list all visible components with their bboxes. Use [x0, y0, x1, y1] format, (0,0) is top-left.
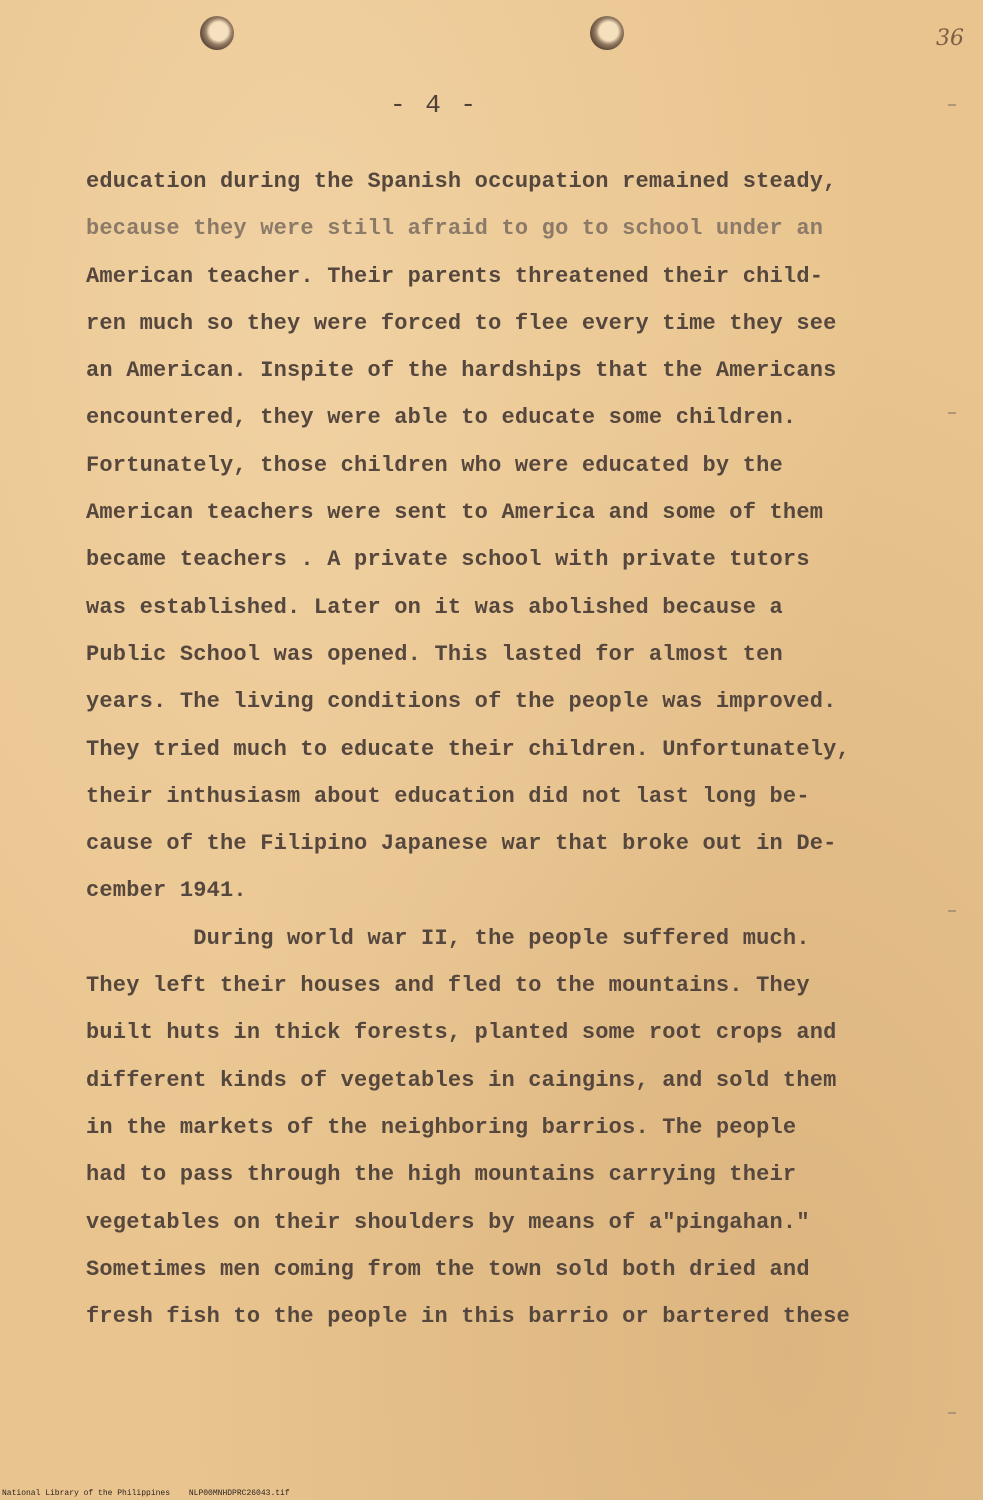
text-line: Public School was opened. This lasted for almost ten — [86, 641, 783, 667]
text-line: fresh fish to the people in this barrio or bartered these — [86, 1304, 850, 1330]
text-line: different kinds of vegetables in caingins, and sold them — [86, 1067, 837, 1093]
edge-mark — [948, 104, 956, 106]
edge-mark — [948, 1412, 956, 1414]
text-line: cause of the Filipino Japanese war that broke out in De- — [86, 831, 837, 857]
text-line: ren much so they were forced to flee every time they see — [86, 310, 837, 336]
file-name: NLP00MNHDPRC26043.tif — [188, 1489, 290, 1498]
text-line: encountered, they were able to educate some children. — [86, 405, 797, 431]
text-line: in the markets of the neighboring barrios. The people — [86, 1114, 797, 1140]
text-line: because they were still afraid to go to school under an — [86, 216, 824, 242]
text-line: years. The living conditions of the people was improved. — [86, 689, 837, 715]
text-line: They tried much to educate their children. Unfortunately, — [86, 736, 850, 762]
text-line: American teachers were sent to America and some of them — [86, 500, 824, 526]
edge-mark — [948, 412, 956, 414]
punch-hole-left — [200, 16, 234, 50]
text-line: cember 1941. — [86, 878, 247, 904]
text-line: became teachers . A private school with private tutors — [86, 547, 810, 573]
text-line: had to pass through the high mountains carrying their — [86, 1162, 797, 1188]
text-line: Fortunately, those children who were educated by the — [86, 452, 783, 478]
text-line: an American. Inspite of the hardships that the Americans — [86, 358, 837, 384]
text-line: American teacher. Their parents threatened their child- — [86, 263, 824, 289]
archive-number: 36 — [936, 26, 964, 51]
edge-mark — [948, 910, 956, 912]
page-number: - 4 - — [390, 90, 479, 120]
text-line: education during the Spanish occupation remained steady, — [86, 169, 837, 194]
text-line: their inthusiasm about education did not last long be- — [86, 783, 810, 809]
text-line: built huts in thick forests, planted some root crops and — [86, 1020, 837, 1046]
punch-hole-right — [590, 16, 624, 50]
text-line: Sometimes men coming from the town sold both dried and — [86, 1256, 810, 1282]
body-text — [86, 158, 916, 1340]
library-credit: National Library of the Philippines — [2, 1489, 171, 1498]
text-line: During world war II, the people suffered much. — [86, 925, 810, 951]
scan-footer — [2, 1489, 304, 1498]
text-line: was established. Later on it was abolished because a — [86, 594, 783, 620]
text-line: vegetables on their shoulders by means of a"pingahan." — [86, 1209, 810, 1235]
text-line: They left their houses and fled to the mountains. They — [86, 973, 810, 999]
